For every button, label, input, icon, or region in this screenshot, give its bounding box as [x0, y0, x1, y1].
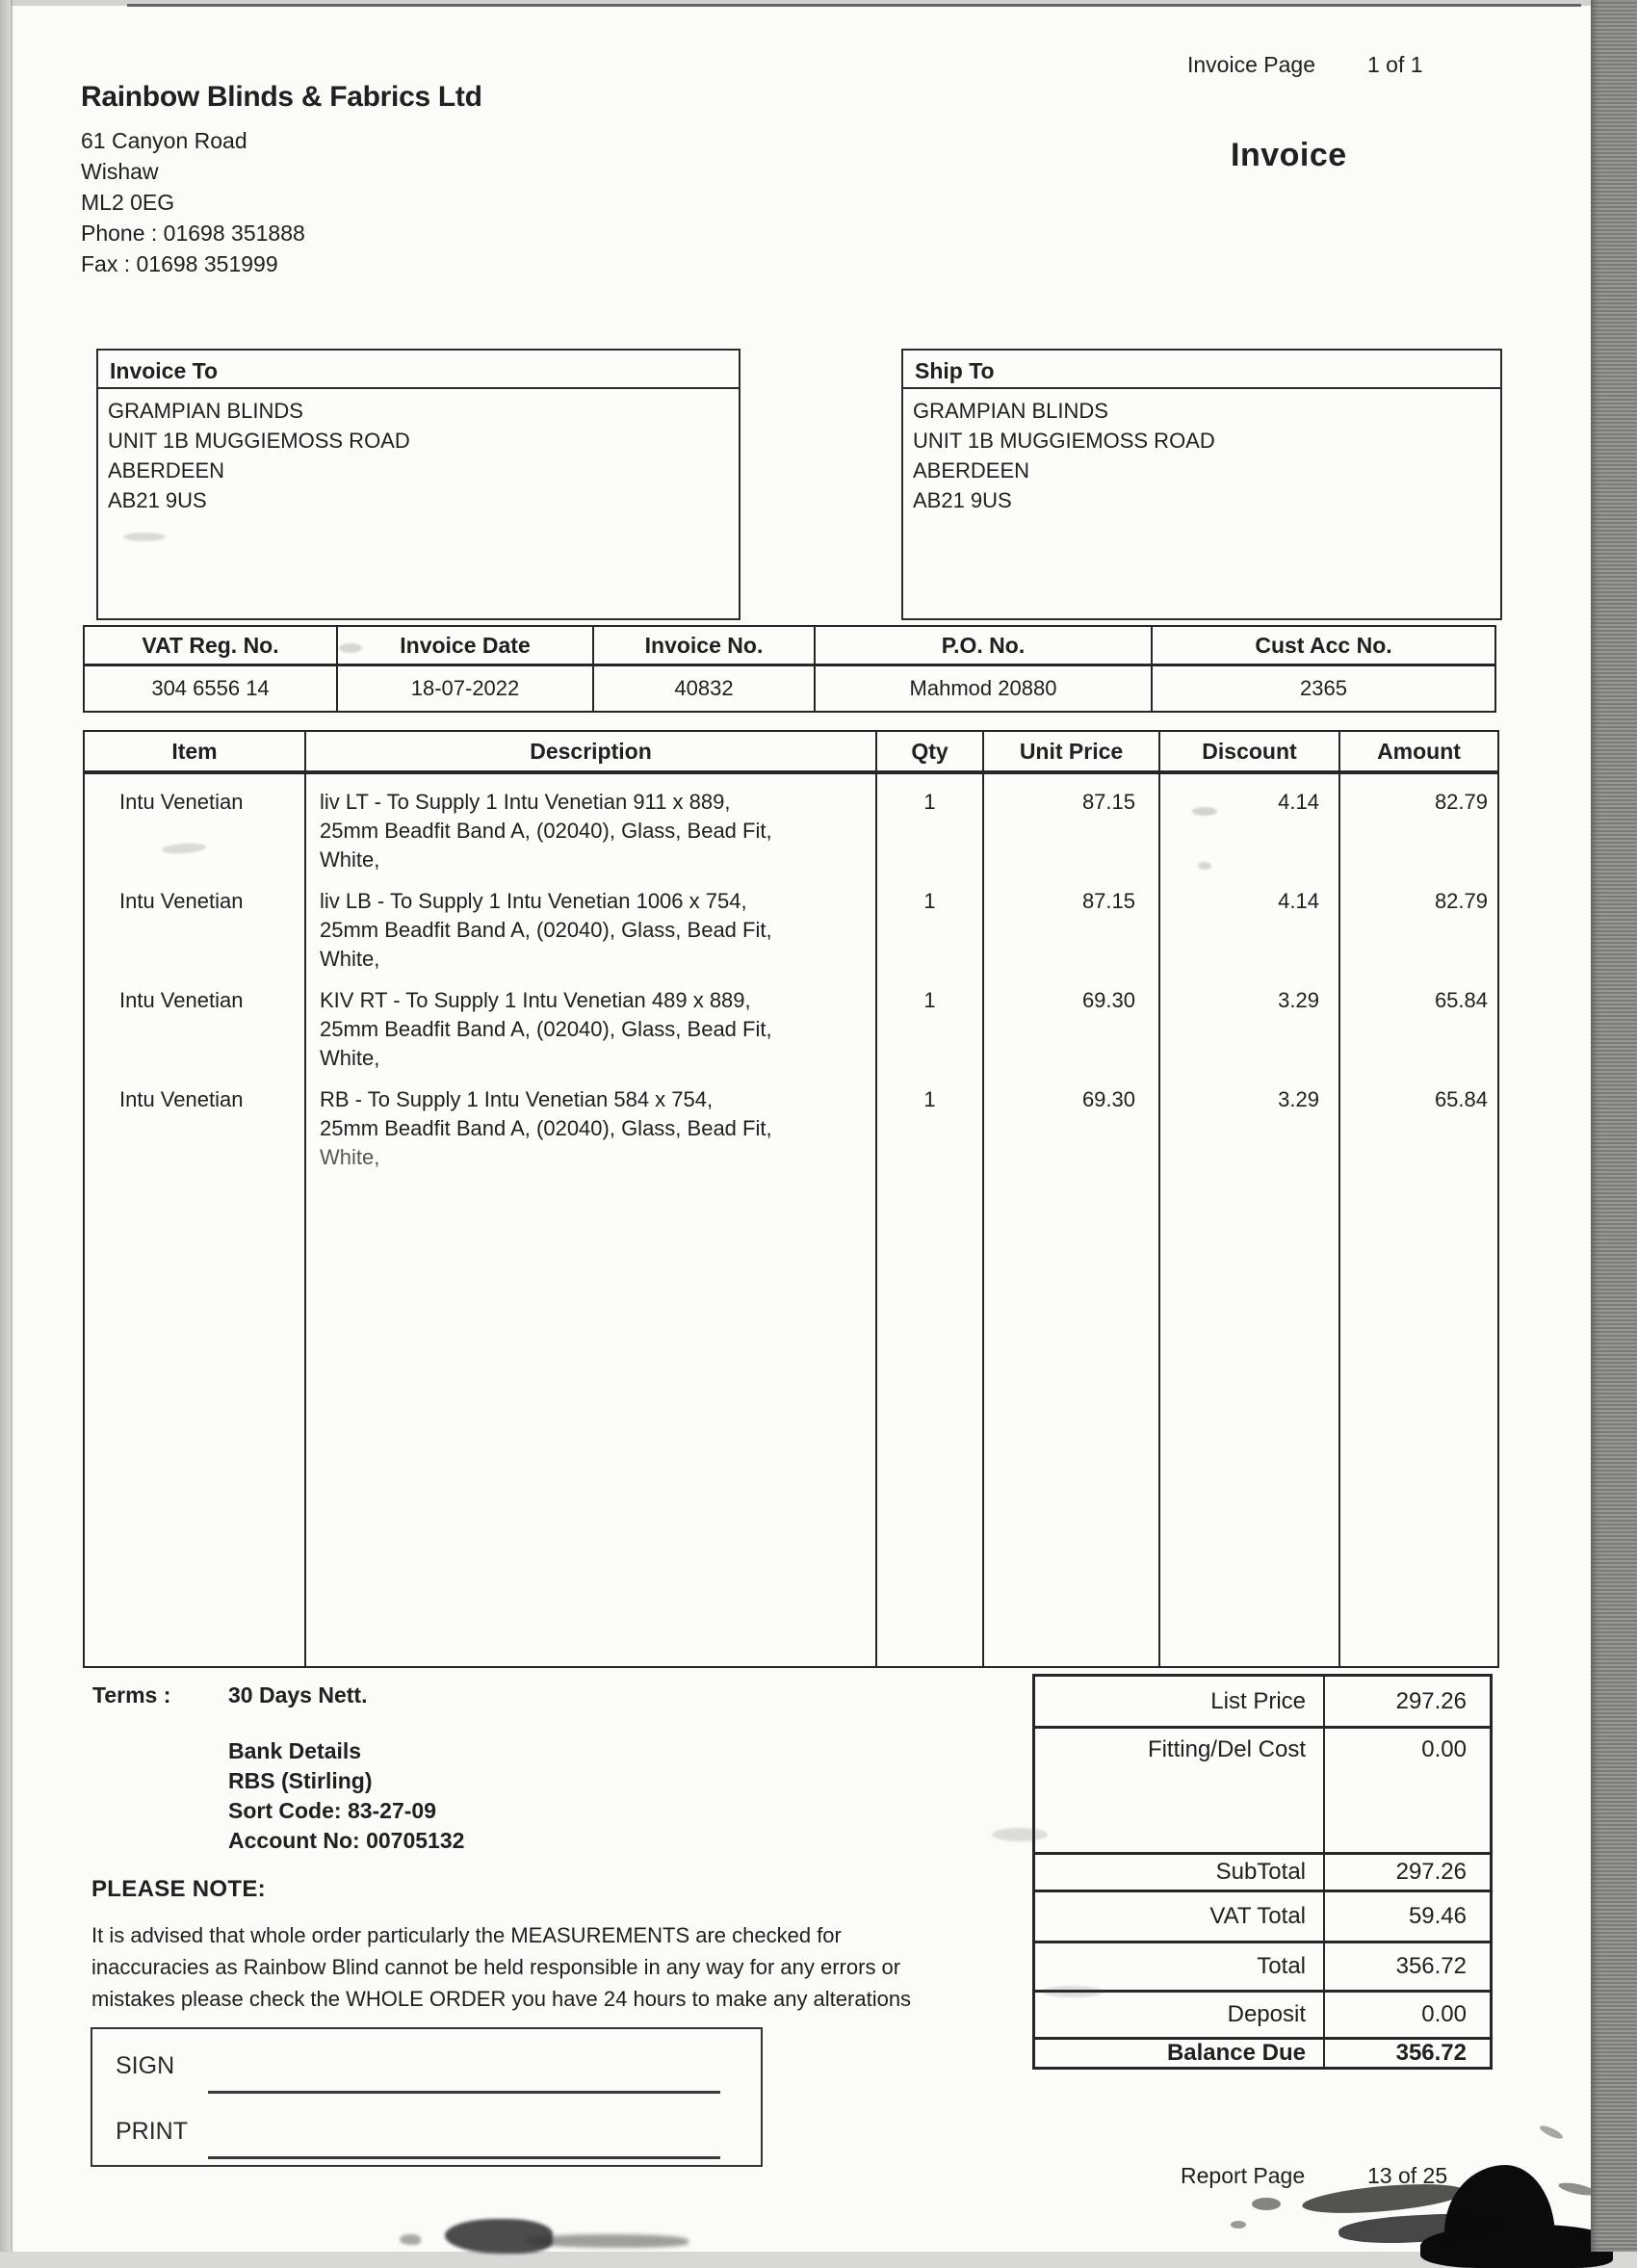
- items-header-qty: Qty: [877, 732, 984, 770]
- invoice-title: Invoice: [1231, 137, 1347, 173]
- company-phone: Phone : 01698 351888: [81, 221, 305, 246]
- description-line: 25mm Beadfit Band A, (02040), Glass, Bead Fit,: [320, 1017, 772, 1041]
- meta-header-vat-reg: VAT Reg. No.: [85, 627, 338, 664]
- ship-to-line: GRAMPIAN BLINDS: [913, 399, 1108, 423]
- meta-value-vat-reg: 304 6556 14: [85, 666, 338, 711]
- ship-to-line: ABERDEEN: [913, 458, 1030, 482]
- ship-to-address: [903, 389, 1500, 522]
- meta-header-cust-acc: Cust Acc No.: [1255, 632, 1392, 658]
- company-fax: Fax : 01698 351999: [81, 251, 278, 276]
- totals-label: Balance Due: [1035, 2040, 1325, 2067]
- item-name: Intu Venetian: [119, 889, 244, 913]
- description-line: White,: [320, 847, 380, 872]
- items-header-amount: Amount: [1377, 738, 1461, 764]
- item-qty: 1: [923, 889, 936, 913]
- invoice-meta-header-row: [85, 627, 1494, 666]
- items-header-row: [85, 732, 1497, 774]
- report-page-value: 13 of 25: [1367, 2163, 1448, 2188]
- item-description: [306, 788, 875, 874]
- description-line-clipped: White,: [320, 1145, 380, 1169]
- items-body: [85, 774, 1497, 1666]
- description-line: White,: [320, 1046, 380, 1070]
- company-address-line: 61 Canyon Road: [81, 128, 247, 153]
- item-name: Intu Venetian: [119, 790, 244, 814]
- item-name: Intu Venetian: [119, 988, 244, 1012]
- item-qty: 1: [923, 1087, 936, 1111]
- item-unit-price: 87.15: [1081, 889, 1135, 913]
- totals-value: 356.72: [1395, 1952, 1467, 1979]
- totals-table: [1032, 1674, 1493, 2070]
- ink-smudge: [400, 2234, 421, 2245]
- bank-name: RBS (Stirling): [228, 1768, 373, 1793]
- please-note-text: [91, 1919, 1035, 2015]
- item-description: [306, 986, 875, 1073]
- description-line: RB - To Supply 1 Intu Venetian 584 x 754,: [320, 1087, 714, 1111]
- items-header-unit-price: Unit Price: [984, 732, 1160, 770]
- scanner-edge-left-shadow: [11, 0, 13, 2252]
- ship-to-line: AB21 9US: [913, 488, 1012, 512]
- item-discount: 3.29: [1278, 988, 1319, 1012]
- report-page-label: Report Page: [1181, 2163, 1306, 2188]
- bank-details-title: Bank Details: [228, 1738, 362, 1763]
- totals-value: 0.00: [1421, 2000, 1467, 2027]
- report-page-row: [1181, 2163, 1448, 2189]
- totals-row-balance-due: [1035, 2040, 1490, 2067]
- totals-row-deposit: [1035, 1993, 1490, 2040]
- company-address-line: Wishaw: [81, 159, 159, 184]
- note-line: inaccuracies as Rainbow Blind cannot be held responsible in any way for any errors or: [91, 1955, 901, 1979]
- totals-row-fitting-del-cost: [1035, 1729, 1490, 1855]
- item-unit-price: 87.15: [1081, 790, 1135, 814]
- item-description: [306, 1085, 875, 1169]
- ink-spatter: [1252, 2198, 1281, 2210]
- scan-speck: [1198, 862, 1211, 870]
- meta-value-invoice-no: 40832: [594, 666, 816, 711]
- please-note-heading: PLEASE NOTE:: [91, 1876, 266, 1902]
- item-qty: 1: [923, 988, 936, 1012]
- invoice-to-box: [96, 349, 741, 620]
- terms-label: Terms :: [92, 1682, 171, 1708]
- item-amount: 82.79: [1434, 889, 1488, 913]
- item-discount: 4.14: [1278, 889, 1319, 913]
- description-line: liv LB - To Supply 1 Intu Venetian 1006 x 754,: [320, 889, 747, 913]
- invoice-to-line: ABERDEEN: [108, 458, 225, 482]
- items-column-discount: [1160, 774, 1340, 1666]
- signature-box: [91, 2027, 763, 2167]
- totals-label: SubTotal: [1035, 1855, 1325, 1890]
- note-line: It is advised that whole order particularly the MEASUREMENTS are checked for: [91, 1923, 842, 1947]
- meta-value-cust-acc: 2365: [1300, 676, 1347, 700]
- scan-speck: [1192, 807, 1217, 816]
- item-unit-price: 69.30: [1081, 988, 1135, 1012]
- item-discount: 3.29: [1278, 1087, 1319, 1111]
- company-address-line: ML2 0EG: [81, 190, 175, 215]
- totals-value: 356.72: [1395, 2040, 1467, 2066]
- totals-value: 0.00: [1421, 1736, 1467, 1763]
- totals-row-total: [1035, 1943, 1490, 1992]
- totals-label: VAT Total: [1035, 1892, 1325, 1941]
- invoice-meta-value-row: [85, 666, 1494, 711]
- company-name: Rainbow Blinds & Fabrics Ltd: [81, 81, 482, 113]
- invoice-to-line: AB21 9US: [108, 488, 207, 512]
- scan-speck: [339, 643, 362, 653]
- print-line[interactable]: [208, 2156, 720, 2159]
- item-qty: 1: [923, 790, 936, 814]
- meta-header-invoice-date: Invoice Date: [338, 627, 594, 664]
- scan-speck: [1042, 1986, 1104, 1997]
- line-items-table: [83, 730, 1499, 1668]
- meta-value-invoice-date: 18-07-2022: [338, 666, 594, 711]
- ship-to-line: UNIT 1B MUGGIEMOSS ROAD: [913, 429, 1215, 453]
- description-line: 25mm Beadfit Band A, (02040), Glass, Bead Fit,: [320, 819, 772, 843]
- ink-smudge: [445, 2219, 553, 2254]
- sign-label: SIGN: [116, 2052, 175, 2079]
- bank-sort-code: Sort Code: 83-27-09: [228, 1798, 437, 1823]
- totals-row-list-price: [1035, 1677, 1490, 1729]
- description-line: liv LT - To Supply 1 Intu Venetian 911 x 889,: [320, 790, 731, 814]
- items-column-amount: [1340, 774, 1497, 1666]
- totals-value: 297.26: [1395, 1858, 1467, 1885]
- invoice-meta-table: [83, 625, 1496, 713]
- items-column-description: [306, 774, 877, 1666]
- description-line: 25mm Beadfit Band A, (02040), Glass, Bead Fit,: [320, 918, 772, 942]
- sign-line[interactable]: [208, 2091, 720, 2094]
- scanner-edge-left: [0, 0, 11, 2252]
- note-line: mistakes please check the WHOLE ORDER you have 24 hours to make any alterations: [91, 1987, 912, 2011]
- invoice-to-line: GRAMPIAN BLINDS: [108, 399, 303, 423]
- totals-row-vat-total: [1035, 1892, 1490, 1943]
- ink-spatter: [1231, 2221, 1246, 2229]
- description-line: White,: [320, 947, 380, 971]
- item-discount: 4.14: [1278, 790, 1319, 814]
- invoice-page-label: Invoice Page: [1187, 52, 1315, 77]
- scanner-edge-top-line: [127, 4, 1581, 7]
- items-header-discount: Discount: [1160, 732, 1340, 770]
- description-line: 25mm Beadfit Band A, (02040), Glass, Bead Fit,: [320, 1116, 772, 1140]
- meta-header-invoice-no: Invoice No.: [594, 627, 816, 664]
- items-header-item: Item: [85, 732, 306, 770]
- totals-row-subtotal: [1035, 1855, 1490, 1892]
- ship-to-label: Ship To: [903, 351, 1500, 389]
- totals-label: Deposit: [1035, 1993, 1325, 2037]
- ink-spatter: [1539, 2124, 1565, 2141]
- bank-account-no: Account No: 00705132: [228, 1828, 465, 1853]
- items-column-item: [85, 774, 306, 1666]
- print-label: PRINT: [116, 2118, 188, 2145]
- totals-value: 59.46: [1408, 1902, 1467, 1929]
- invoice-to-label: Invoice To: [98, 351, 739, 389]
- meta-value-po-no: Mahmod 20880: [816, 666, 1153, 711]
- invoice-page-value: 1 of 1: [1367, 52, 1423, 77]
- items-column-qty: [877, 774, 984, 1666]
- items-header-description: Description: [306, 732, 877, 770]
- description-line: KIV RT - To Supply 1 Intu Venetian 489 x 889,: [320, 988, 751, 1012]
- items-column-unit-price: [984, 774, 1160, 1666]
- scan-speck: [123, 533, 166, 541]
- totals-label: Total: [1035, 1943, 1325, 1989]
- invoice-to-address: [98, 389, 739, 522]
- item-name: Intu Venetian: [119, 1087, 244, 1111]
- scanner-edge-right-band: [1591, 0, 1637, 2252]
- invoice-page-row: [1187, 52, 1423, 78]
- invoice-to-line: UNIT 1B MUGGIEMOSS ROAD: [108, 429, 410, 453]
- item-amount: 65.84: [1434, 988, 1488, 1012]
- terms-value: 30 Days Nett.: [228, 1682, 368, 1708]
- item-unit-price: 69.30: [1081, 1087, 1135, 1111]
- totals-label: List Price: [1035, 1677, 1325, 1726]
- ship-to-box: [901, 349, 1502, 620]
- totals-label: Fitting/Del Cost: [1035, 1729, 1325, 1852]
- totals-value: 297.26: [1395, 1687, 1467, 1714]
- company-address: [81, 125, 305, 279]
- bank-details: [228, 1736, 464, 1856]
- meta-header-po-no: P.O. No.: [816, 627, 1153, 664]
- scan-speck: [992, 1828, 1048, 1841]
- item-amount: 82.79: [1434, 790, 1488, 814]
- item-amount: 65.84: [1434, 1087, 1488, 1111]
- item-description: [306, 887, 875, 974]
